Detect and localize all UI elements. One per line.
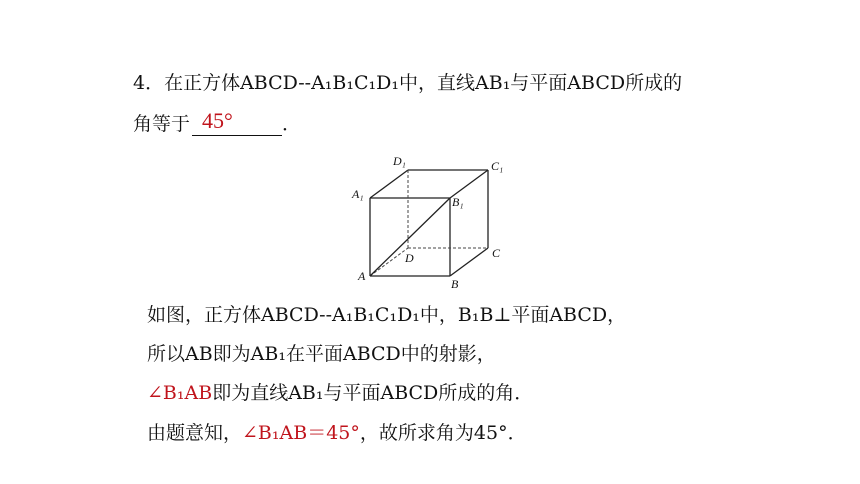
label-B: B <box>451 277 459 288</box>
hidden-edge-A-D <box>370 248 408 276</box>
angle-expression: ∠B₁AB <box>147 382 213 404</box>
label-A1: A₁ <box>352 187 364 201</box>
cube-figure <box>345 148 515 288</box>
question-line-2 <box>133 108 302 136</box>
label-C: C <box>492 246 501 260</box>
question-suffix: ． <box>282 113 302 135</box>
answer-text: 45° <box>202 108 233 133</box>
question-line-1: 4．在正方体ABCD--A₁B₁C₁D₁中，直线AB₁与平面ABCD所成的 <box>133 72 683 94</box>
label-B1: B₁ <box>452 195 464 209</box>
label-D1: D₁ <box>393 154 406 168</box>
label-D: D <box>405 251 414 265</box>
solution-line-3 <box>147 381 533 405</box>
question-prefix: 角等于 <box>133 113 191 135</box>
solution-line-4-suffix: ，故所求角为45°． <box>359 422 527 444</box>
angle-equation: ∠B₁AB＝45° <box>242 422 360 444</box>
edge-C1-B1 <box>450 170 488 198</box>
solution-line-1: 如图，正方体ABCD--A₁B₁C₁D₁中，B₁B⊥平面ABCD， <box>147 304 627 326</box>
solution-line-4-prefix: 由题意知， <box>147 422 243 444</box>
solution-line-4 <box>147 421 527 445</box>
solution-line-2: 所以AB即为AB₁在平面ABCD中的射影， <box>147 343 496 365</box>
label-A: A <box>358 269 366 283</box>
solution-line-3-rest: 即为直线AB₁与平面ABCD所成的角． <box>212 382 534 404</box>
answer-blank <box>192 108 282 136</box>
edge-C-B <box>450 248 488 276</box>
edge-A1-D1 <box>370 170 408 198</box>
label-C1: C₁ <box>491 159 504 173</box>
